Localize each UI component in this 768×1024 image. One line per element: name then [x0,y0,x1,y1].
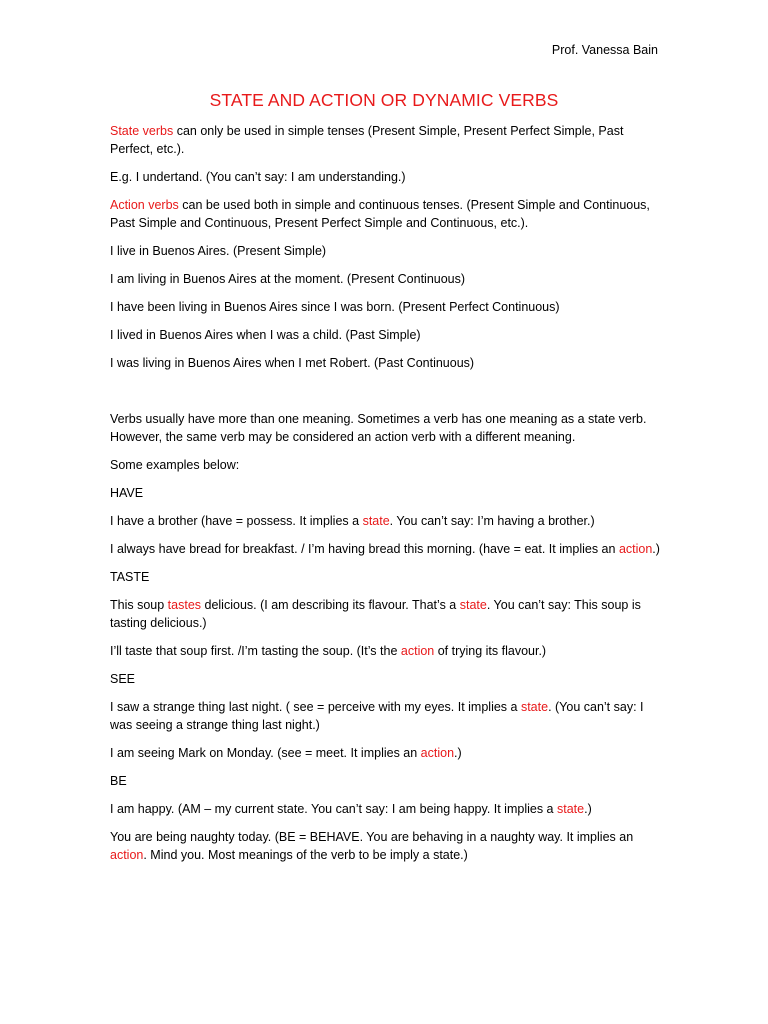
taste-sentence-2 [110,642,665,660]
keyword-state: state [520,700,549,714]
keyword-action: action [618,542,653,556]
document-body [110,122,665,874]
term-state-verbs: State verbs [110,124,174,138]
keyword-state: state [556,802,585,816]
taste-sentence-1 [110,596,665,632]
have-sentence-2 [110,540,665,558]
sentence-text: .) [584,802,592,816]
keyword-state: state [362,514,390,528]
paragraph-state-verbs [110,122,665,158]
sentence-text: of trying its flavour.) [434,644,547,658]
example-sentence: I was living in Buenos Aires when I met Robert. (Past Continuous) [110,356,475,370]
keyword-state: state [459,598,487,612]
sentence-text: I’ll taste that soup first. /I’m tasting the soup. (It’s the [110,644,401,658]
sentence-text: .) [454,746,462,760]
sentence-text: .) [652,542,660,556]
sentence-text: I have a brother (have = possess. It implies a [110,514,363,528]
page-title: STATE AND ACTION OR DYNAMIC VERBS [209,90,559,110]
example-sentence: I have been living in Buenos Aires since I was born. (Present Perfect Continuous) [110,300,560,314]
sentence-text: I saw a strange thing last night. ( see = perceive with my eyes. It implies a [110,700,521,714]
sentence-text: . Mind you. Most meanings of the verb to be imply a state.) [143,848,468,862]
heading-taste: TASTE [110,570,150,584]
paragraph-text: can only be used in simple tenses (Present Simple, Present Perfect Simple, Past Perfect, etc.). [110,124,624,156]
see-sentence-2 [110,744,665,762]
see-sentence-1 [110,698,665,734]
sentence-text: I am seeing Mark on Monday. (see = meet. It implies an [110,746,421,760]
sentence-text: . You can’t say: I’m having a brother.) [389,514,595,528]
keyword-tastes: tastes [167,598,202,612]
have-sentence-1 [110,512,665,530]
sentence-text: delicious. (I am describing its flavour. That’s a [201,598,460,612]
term-action-verbs: Action verbs [110,198,179,212]
sentence-text: I always have bread for breakfast. / I’m having bread this morning. (have = eat. It implies an [110,542,619,556]
heading-be: BE [110,774,127,788]
be-sentence-1 [110,800,665,818]
paragraph-text: can be used both in simple and continuous tenses. (Present Simple and Continuous, Past Simple and Continuous, Present Perfect Simple and Continuous, etc.). [110,198,650,230]
sentence-text: . (You can’t say: I was seeing a strange thing last night.) [110,700,644,732]
sentence-text: You are being naughty today. (BE = BEHAVE. You are behaving in a naughty way. It implies an [110,830,634,844]
keyword-action: action [420,746,455,760]
sentence-text: . You can’t say: This soup is tasting delicious.) [110,598,641,630]
sentence-text: This soup [110,598,168,612]
keyword-action: action [110,848,144,862]
keyword-action: action [400,644,435,658]
be-sentence-2 [110,828,665,864]
heading-have: HAVE [110,486,144,500]
author-name: Prof. Vanessa Bain [551,43,658,57]
paragraph-action-verbs [110,196,665,232]
heading-see: SEE [110,672,136,686]
spacer [110,382,665,410]
example-understand: E.g. I undertand. (You can’t say: I am understanding.) [110,170,406,184]
paragraph-examples-intro: Some examples below: [110,458,240,472]
sentence-text: I am happy. (AM – my current state. You can’t say: I am being happy. It implies a [110,802,557,816]
example-sentence: I live in Buenos Aires. (Present Simple) [110,244,327,258]
example-sentence: I am living in Buenos Aires at the moment. (Present Continuous) [110,272,466,286]
paragraph-meanings: Verbs usually have more than one meaning. Sometimes a verb has one meaning as a state verb. However, the same verb may be considered an action verb with a different meaning. [110,412,647,444]
example-sentence: I lived in Buenos Aires when I was a child. (Past Simple) [110,328,421,342]
